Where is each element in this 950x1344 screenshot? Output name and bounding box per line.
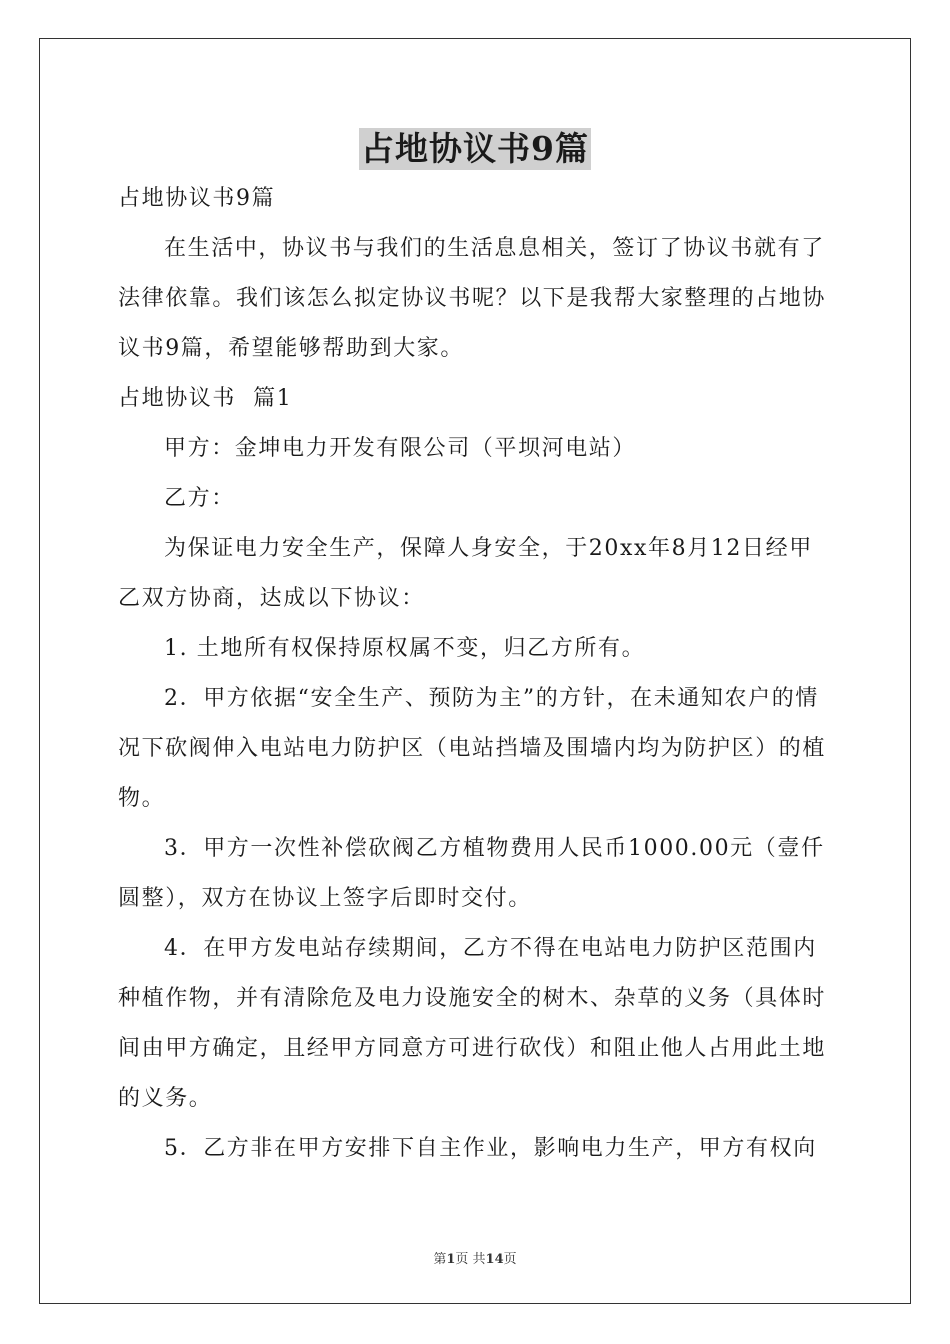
footer-current-page: 1 [446,1252,456,1267]
clause-2: 2．甲方依据“安全生产、预防为主”的方针，在未通知农户的情况下砍阀伸入电站电力防护区（电站挡墙及围墙内均为防护区）的植物。 [118,686,827,811]
footer-total-pages: 14 [485,1252,504,1267]
footer-mid: 页 共 [455,1252,486,1267]
party-a: 甲方：金坤电力开发有限公司（平坝河电站） [164,436,637,461]
clause-5: 5．乙方非在甲方安排下自主作业，影响电力生产，甲方有权向 [164,1136,817,1161]
preamble-paragraph: 为保证电力安全生产，保障人身安全，于20xx年8月12日经甲乙双方协商，达成以下协议： [118,536,813,611]
page-footer [0,1248,950,1267]
clause-1: 1. 土地所有权保持原权属不变，归乙方所有。 [164,636,646,661]
intro-paragraph: 在生活中，协议书与我们的生活息息相关，签订了协议书就有了法律依靠。我们该怎么拟定协议书呢？以下是我帮大家整理的占地协议书9篇，希望能够帮助到大家。 [118,236,827,361]
clause-4: 4．在甲方发电站存续期间，乙方不得在电站电力防护区范围内种植作物，并有清除危及电力设施安全的树木、杂草的义务（具体时间由甲方确定，且经甲方同意方可进行砍伐）和阻止他人占用此土地的义务。 [118,936,827,1111]
footer-suffix: 页 [503,1252,517,1267]
subtitle: 占地协议书9篇 [118,186,276,211]
title-wrap [0,128,950,170]
footer-prefix: 第 [433,1252,447,1267]
clause-3: 3．甲方一次性补偿砍阀乙方植物费用人民币1000.00元（壹仟圆整），双方在协议上签字后即时交付。 [118,836,825,911]
document-title: 占地协议书9篇 [361,129,589,168]
party-b: 乙方： [164,486,235,511]
document-body [118,174,836,1174]
section-heading: 占地协议书 篇1 [118,386,293,411]
